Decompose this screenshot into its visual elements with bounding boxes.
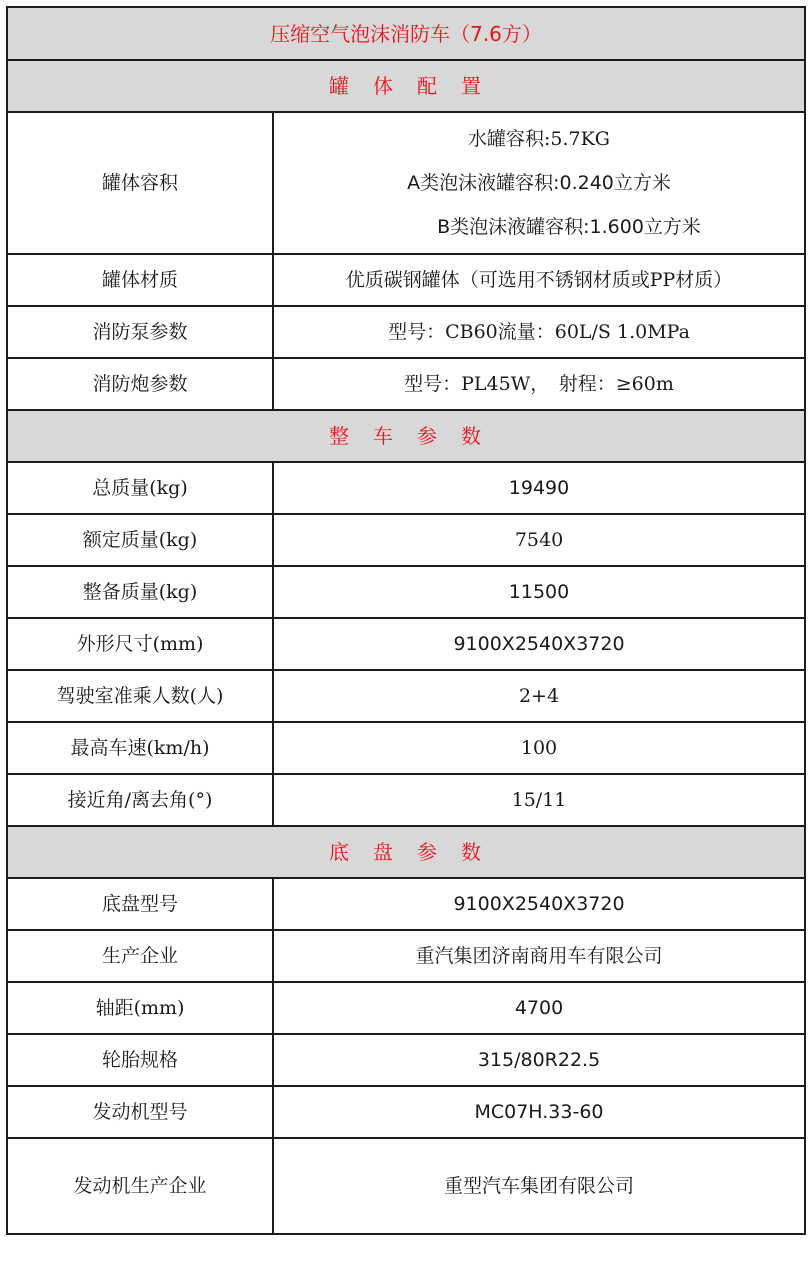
value-line: 水罐容积:5.7KG bbox=[468, 128, 610, 150]
table-row bbox=[7, 1086, 805, 1138]
row-value: 重汽集团济南商用车有限公司 bbox=[273, 930, 805, 982]
row-value: 重型汽车集团有限公司 bbox=[273, 1138, 805, 1234]
row-value: 4700 bbox=[273, 982, 805, 1034]
row-value-monitor: 型号：PL45W， 射程：≥60m bbox=[273, 358, 805, 410]
row-label: 外形尺寸(mm) bbox=[7, 618, 273, 670]
row-value: MC07H.33-60 bbox=[273, 1086, 805, 1138]
row-value: 7540 bbox=[273, 514, 805, 566]
row-value: 11500 bbox=[273, 566, 805, 618]
row-label: 生产企业 bbox=[7, 930, 273, 982]
table-row bbox=[7, 1138, 805, 1234]
row-label-tank-material: 罐体材质 bbox=[7, 254, 273, 306]
table-row bbox=[7, 358, 805, 410]
table-row bbox=[7, 930, 805, 982]
section-header-chassis: 底 盘 参 数 bbox=[7, 826, 805, 878]
row-value-tank-capacity bbox=[273, 112, 805, 254]
row-value-tank-material: 优质碳钢罐体（可选用不锈钢材质或PP材质） bbox=[273, 254, 805, 306]
row-value: 19490 bbox=[273, 462, 805, 514]
row-value: 315/80R22.5 bbox=[273, 1034, 805, 1086]
table-row bbox=[7, 878, 805, 930]
table-row bbox=[7, 774, 805, 826]
row-value: 2+4 bbox=[273, 670, 805, 722]
table-row bbox=[7, 618, 805, 670]
table-row bbox=[7, 982, 805, 1034]
table-row bbox=[7, 112, 805, 254]
row-label: 接近角/离去角(°) bbox=[7, 774, 273, 826]
section-row-vehicle bbox=[7, 410, 805, 462]
table-row bbox=[7, 1034, 805, 1086]
table-title: 压缩空气泡沫消防车（7.6方） bbox=[7, 7, 805, 60]
table-row bbox=[7, 254, 805, 306]
table-row bbox=[7, 306, 805, 358]
section-row-chassis bbox=[7, 826, 805, 878]
row-label-tank-capacity: 罐体容积 bbox=[7, 112, 273, 254]
row-label-monitor: 消防炮参数 bbox=[7, 358, 273, 410]
value-line: B类泡沫液罐容积:1.600立方米 bbox=[437, 216, 701, 238]
row-value-pump: 型号：CB60流量：60L/S 1.0MPa bbox=[273, 306, 805, 358]
table-row bbox=[7, 566, 805, 618]
table-row bbox=[7, 670, 805, 722]
row-label: 轮胎规格 bbox=[7, 1034, 273, 1086]
row-label: 总质量(kg) bbox=[7, 462, 273, 514]
section-row-tank bbox=[7, 60, 805, 112]
table-row bbox=[7, 722, 805, 774]
row-value: 100 bbox=[273, 722, 805, 774]
row-label: 底盘型号 bbox=[7, 878, 273, 930]
row-label: 额定质量(kg) bbox=[7, 514, 273, 566]
row-label: 驾驶室准乘人数(人) bbox=[7, 670, 273, 722]
row-value: 15/11 bbox=[273, 774, 805, 826]
row-label: 最高车速(km/h) bbox=[7, 722, 273, 774]
row-label: 发动机型号 bbox=[7, 1086, 273, 1138]
row-label-pump: 消防泵参数 bbox=[7, 306, 273, 358]
row-value: 9100X2540X3720 bbox=[273, 618, 805, 670]
table-row bbox=[7, 462, 805, 514]
title-row bbox=[7, 7, 805, 60]
section-header-tank: 罐 体 配 置 bbox=[7, 60, 805, 112]
row-label: 轴距(mm) bbox=[7, 982, 273, 1034]
row-value: 9100X2540X3720 bbox=[273, 878, 805, 930]
row-label: 发动机生产企业 bbox=[7, 1138, 273, 1234]
spec-table bbox=[6, 6, 806, 1235]
section-header-vehicle: 整 车 参 数 bbox=[7, 410, 805, 462]
table-row bbox=[7, 514, 805, 566]
value-line: A类泡沫液罐容积:0.240立方米 bbox=[407, 172, 671, 194]
row-label: 整备质量(kg) bbox=[7, 566, 273, 618]
